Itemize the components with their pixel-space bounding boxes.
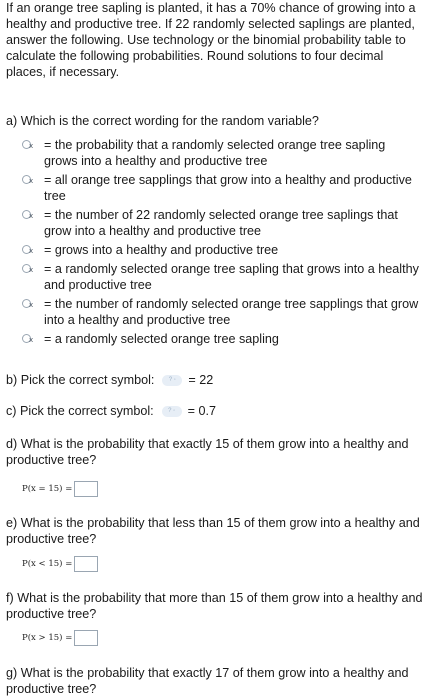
part-d-formula-row	[22, 481, 98, 497]
radio-subscript: x	[29, 247, 34, 255]
radio-subscript: x	[29, 142, 34, 150]
part-b-row	[6, 372, 213, 388]
problem-intro: If an orange tree sapling is planted, it has a 70% chance of growing into a healthy and productive tree. If 22 randomly selected saplings are planted, answer the following. Use technology or the binomial probability table to calculate the following probabilities. Round solutions to four decimal places, if necessary.	[6, 1, 416, 79]
radio-subscript: x	[29, 266, 34, 274]
part-d-answer-input[interactable]	[74, 481, 98, 497]
part-f-question: f) What is the probability that more than 15 of them grow into a healthy and productive tree?	[6, 591, 423, 621]
option-label: = the number of randomly selected orange tree sapplings that grow into a healthy and productive tree	[44, 297, 419, 327]
part-a-option-1[interactable]	[20, 137, 420, 169]
part-b-value: = 22	[188, 373, 214, 387]
option-label: = grows into a healthy and productive tree	[44, 243, 279, 257]
part-g-question: g) What is the probability that exactly 17 of them grow into a healthy and productive tree?	[6, 666, 409, 696]
part-c-row	[6, 403, 216, 419]
radio-subscript: x	[29, 336, 34, 344]
part-e-formula-row	[22, 556, 98, 572]
option-label: = a randomly selected orange tree sapling	[44, 332, 279, 346]
part-c-label: c) Pick the correct symbol:	[6, 404, 154, 418]
part-d-formula: P(x = 15) =	[22, 484, 73, 494]
part-a-options	[20, 137, 420, 347]
radio-subscript: x	[29, 212, 34, 220]
part-f-answer-input[interactable]	[74, 630, 98, 646]
part-a-option-4[interactable]	[20, 242, 420, 258]
part-a-option-2[interactable]	[20, 172, 420, 204]
option-label: = the number of 22 randomly selected orange tree saplings that grow into a healthy and productive tree	[44, 208, 398, 238]
radio-subscript: x	[29, 177, 34, 185]
symbol-toggle-mark: ? ◦	[168, 377, 176, 383]
option-label: = a randomly selected orange tree sapling that grows into a healthy and productive tree	[44, 262, 419, 292]
option-label: = all orange tree sapplings that grow into a healthy and productive tree	[44, 173, 412, 203]
radio-subscript: x	[29, 301, 34, 309]
part-d-question: d) What is the probability that exactly 15 of them grow into a healthy and productive tree?	[6, 437, 409, 467]
part-c-value: = 0.7	[187, 404, 217, 418]
part-e-formula: P(x < 15) =	[22, 559, 73, 569]
symbol-select-toggle[interactable]	[162, 375, 182, 386]
part-a-option-6[interactable]	[20, 296, 420, 328]
part-e-question: e) What is the probability that less than 15 of them grow into a healthy and productive tree?	[6, 516, 420, 546]
symbol-toggle-mark: ? ◦	[168, 408, 176, 414]
part-e-answer-input[interactable]	[74, 556, 98, 572]
symbol-select-toggle[interactable]	[162, 406, 182, 417]
part-b-label: b) Pick the correct symbol:	[6, 373, 155, 387]
part-a-option-7[interactable]	[20, 331, 420, 347]
part-f-formula: P(x > 15) =	[22, 633, 73, 643]
part-f-formula-row	[22, 630, 98, 646]
part-a-question: a) Which is the correct wording for the random variable?	[6, 114, 319, 128]
part-a-option-3[interactable]	[20, 207, 420, 239]
option-label: = the probability that a randomly selected orange tree sapling grows into a healthy and productive tree	[44, 138, 386, 168]
part-a-option-5[interactable]	[20, 261, 420, 293]
